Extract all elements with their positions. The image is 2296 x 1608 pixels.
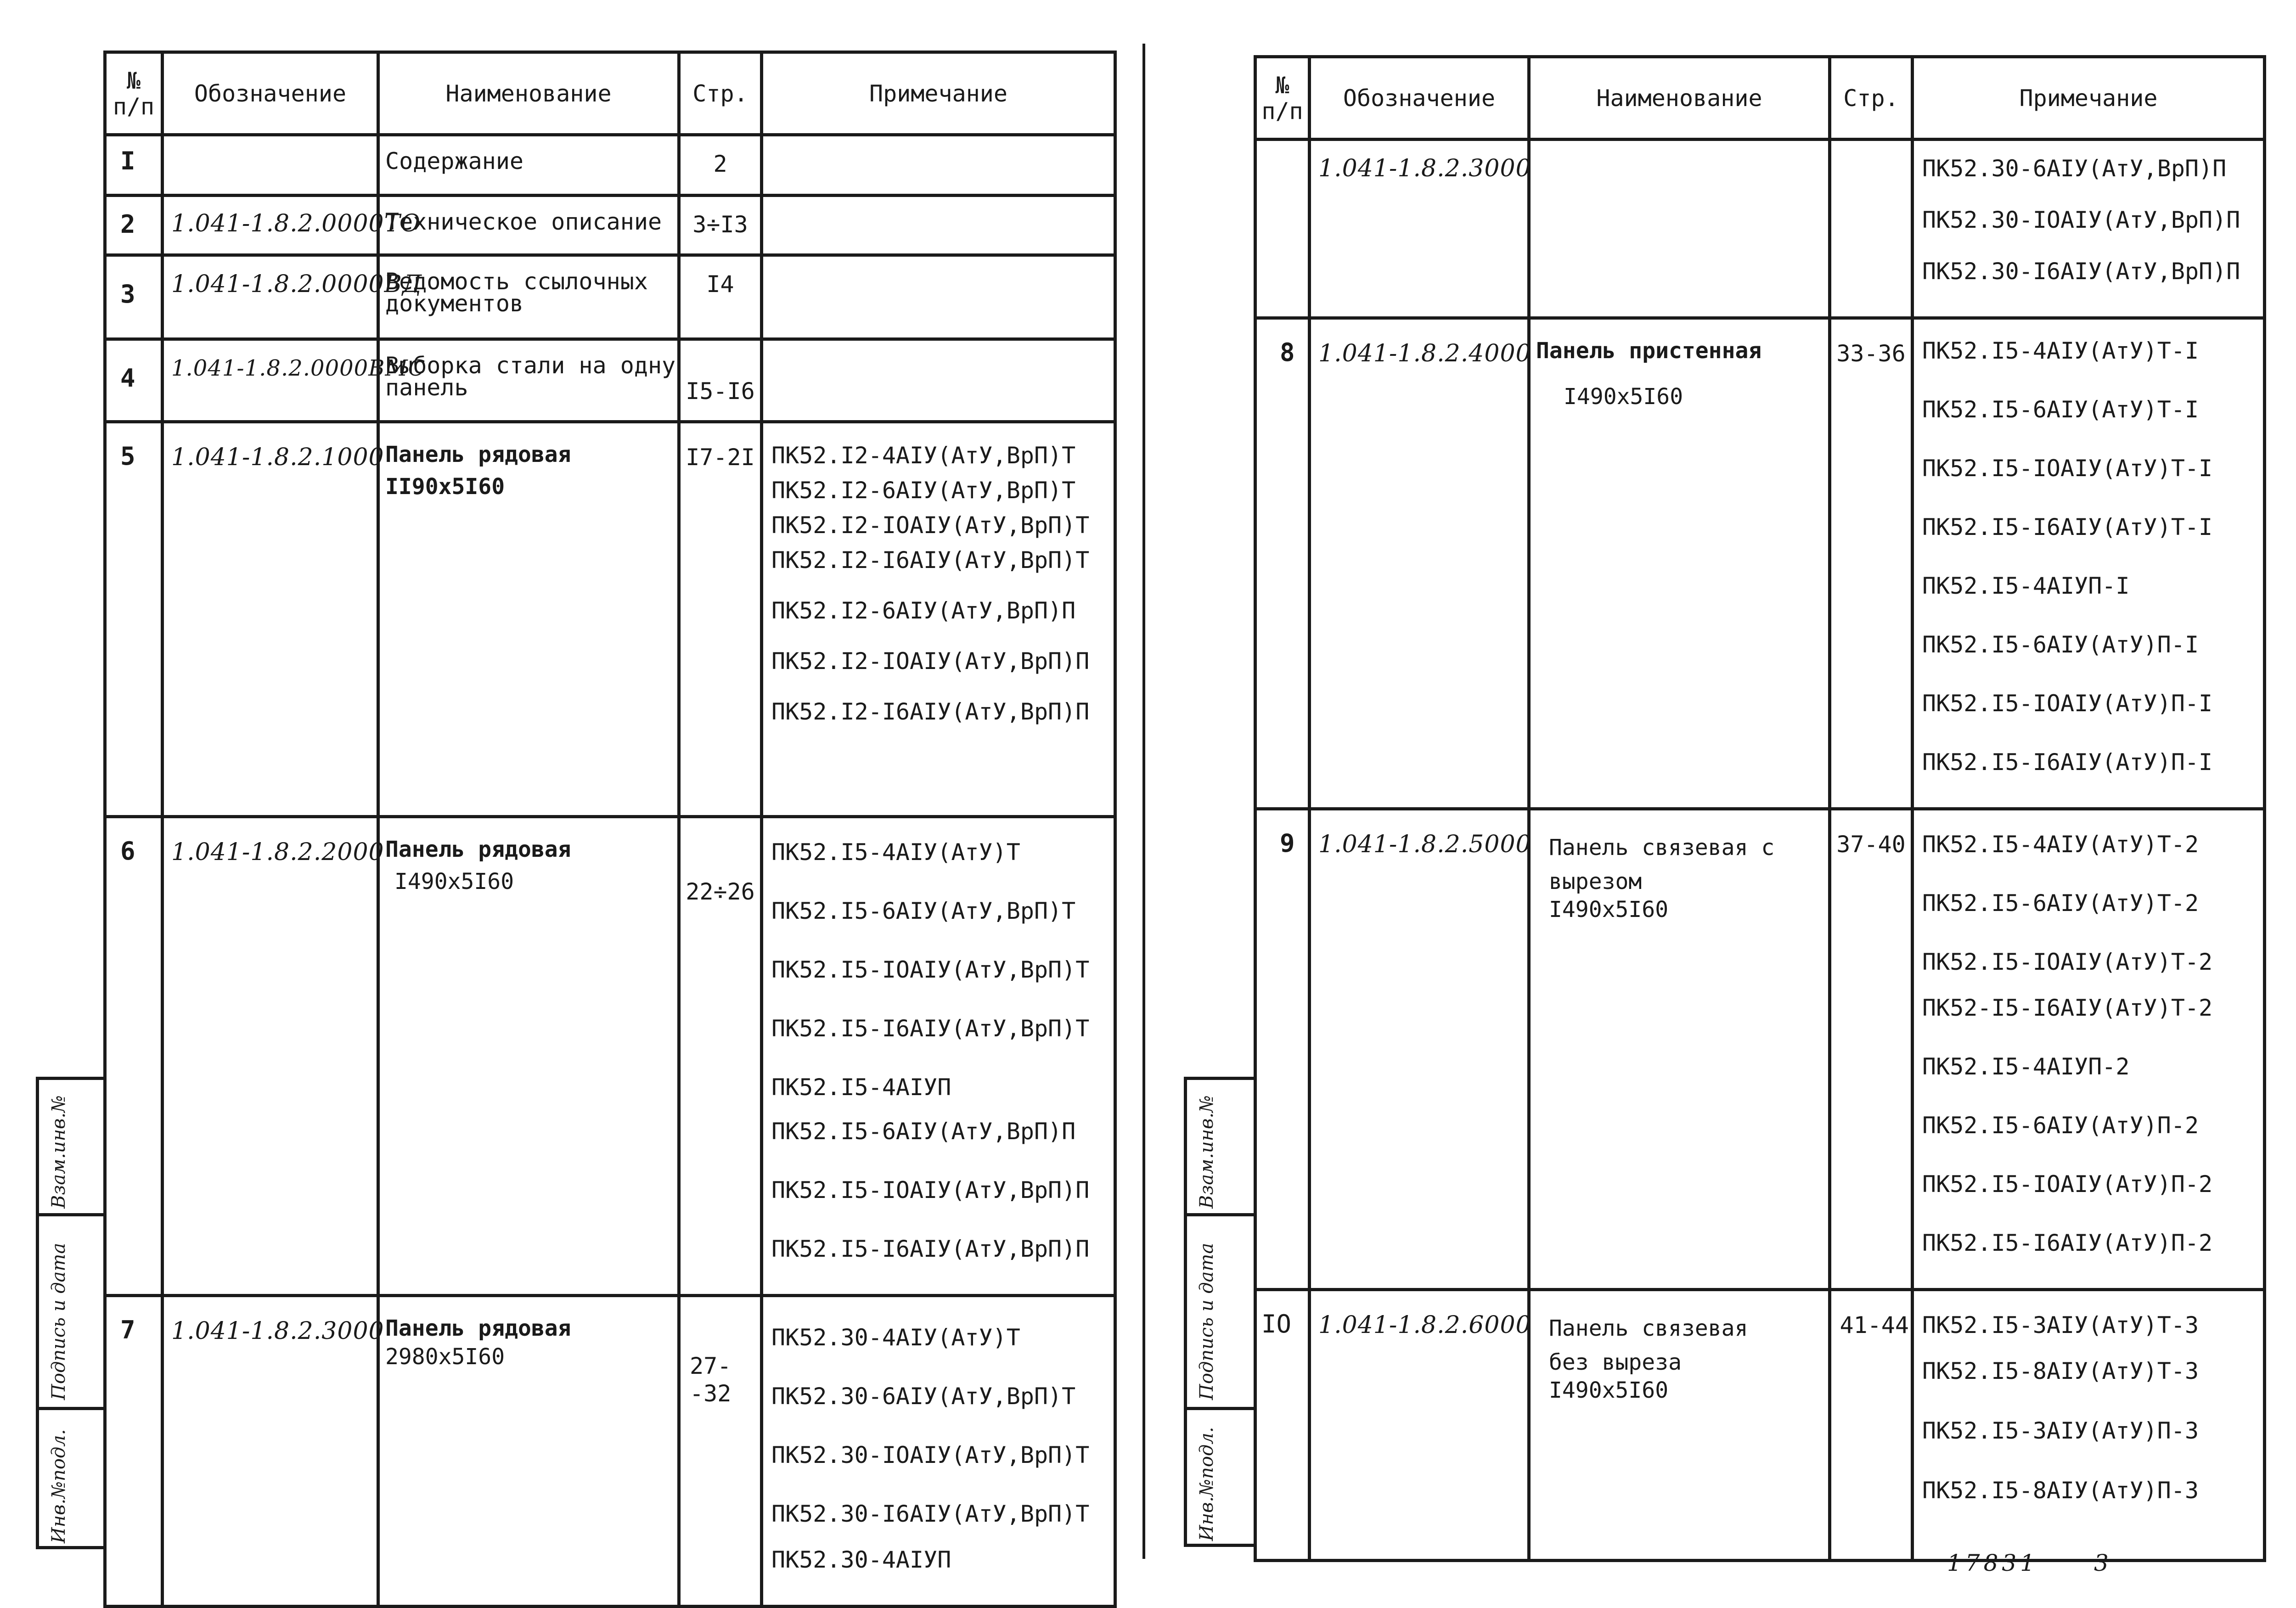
- sheet-number: 3: [2094, 1550, 2112, 1576]
- table-row: [1255, 318, 2265, 809]
- row-designation: 1.041-1.8.2.0000ВМС: [163, 339, 378, 422]
- row-designation: 1.041-1.8.2.3000: [1310, 140, 1529, 318]
- row-designation: 1.041-1.8.2.2000: [163, 817, 378, 1296]
- row-notes: [762, 1296, 1115, 1607]
- note-item: ПК52.I2-IOAIУ(АтУ,ВрП)П: [771, 648, 1090, 675]
- note-item: ПК52.I5-IOAIУ(АтУ)Т-2: [1922, 949, 2213, 975]
- stamp-label: Подпись и дата: [1196, 1243, 1217, 1400]
- note-item: ПК52.30-6AIУ(АтУ,ВрП)Т: [771, 1383, 1076, 1410]
- stamp-cell: [39, 1216, 107, 1410]
- note-item: ПК52.I5-I6AIУ(АтУ,ВрП)Т: [771, 1015, 1090, 1042]
- row-name: Содержание: [378, 135, 679, 196]
- stamp-cell: [1187, 1216, 1257, 1410]
- row-name: [1529, 318, 1830, 809]
- stamp-cell: [1187, 1080, 1257, 1216]
- note-item: ПК52.I5-I6AIУ(АтУ)Т-I: [1922, 514, 2213, 540]
- left-spec-table: [103, 51, 1117, 1608]
- row-name: [378, 1296, 679, 1607]
- row-dimensions: I490x5I60: [1549, 897, 1669, 922]
- note-item: ПК52.30-4AIУП: [771, 1546, 951, 1573]
- note-item: ПК52.I5-6AIУ(АтУ)Т-2: [1922, 890, 2199, 916]
- row-name-text: Панель связевая с вырезом: [1549, 835, 1775, 894]
- row-designation: 1.041-1.8.2.1000: [163, 422, 378, 817]
- table-header-row: [105, 52, 1115, 135]
- row-notes: [762, 196, 1115, 255]
- table-row: [105, 196, 1115, 255]
- stamp-label: Инв.№подл.: [48, 1429, 69, 1543]
- row-pages: 33-36: [1830, 318, 1913, 809]
- table-row: [105, 422, 1115, 817]
- row-pages: I5-I6: [679, 339, 762, 422]
- column-header-notes: Примечание: [1913, 57, 2265, 140]
- row-name-text: Панель рядовая: [385, 442, 571, 467]
- note-item: ПК52.I5-4AIУП: [771, 1074, 951, 1101]
- note-item: ПК52.I5-6AIУ(АтУ,ВрП)Т: [771, 898, 1076, 924]
- column-header-name: Наименование: [1529, 57, 1830, 140]
- stamp-label: Взам.инв.№: [1196, 1095, 1217, 1209]
- stamp-label: Взам.инв.№: [48, 1095, 69, 1209]
- note-item: ПК52.I5-8AIУ(АтУ)Т-3: [1922, 1358, 2199, 1384]
- column-header-notes: Примечание: [762, 52, 1115, 135]
- note-item: ПК52.I5-4AIУ(АтУ)Т-I: [1922, 337, 2199, 364]
- note-item: ПК52.I5-8AIУ(АтУ)П-3: [1922, 1477, 2199, 1504]
- note-item: ПК52.30-IOAIУ(АтУ,ВрП)П: [1922, 207, 2240, 233]
- table-row: [105, 339, 1115, 422]
- note-item: ПК52.I5-IOAIУ(АтУ,ВрП)П: [771, 1177, 1090, 1203]
- row-number: 2: [105, 196, 163, 255]
- row-number: I: [105, 135, 163, 196]
- note-item: ПК52.I5-3AIУ(АтУ)П-3: [1922, 1417, 2199, 1444]
- note-item: ПК52.30-I6AIУ(АтУ,ВрП)Т: [771, 1501, 1090, 1527]
- row-notes: [762, 422, 1115, 817]
- note-item: ПК52.I5-IOAIУ(АтУ)Т-I: [1922, 455, 2213, 482]
- note-item: ПК52-I5-I6AIУ(АтУ)Т-2: [1922, 995, 2213, 1021]
- stamp-label: Подпись и дата: [48, 1243, 69, 1400]
- table-row: [1255, 1290, 2265, 1561]
- row-name-text: Панель рядовая: [385, 837, 571, 862]
- row-pages: 3÷I3: [679, 196, 762, 255]
- row-name-text: Панель рядовая: [385, 1316, 571, 1341]
- row-pages: I7-2I: [679, 422, 762, 817]
- stamp-label: Инв.№подл.: [1196, 1427, 1217, 1541]
- column-header-pages: Стр.: [1830, 57, 1913, 140]
- stamp-cell: [1187, 1410, 1257, 1544]
- row-notes: [1913, 809, 2265, 1290]
- left-side-stamp: [36, 1077, 107, 1549]
- note-item: ПК52.30-IOAIУ(АтУ,ВрП)Т: [771, 1442, 1090, 1468]
- note-item: ПК52.I5-IOAIУ(АтУ,ВрП)Т: [771, 956, 1090, 983]
- row-number: 6: [105, 817, 163, 1296]
- table-row: [105, 255, 1115, 339]
- row-dimensions: I490x5I60: [1564, 384, 1683, 410]
- row-pages: 41-44: [1830, 1290, 1913, 1561]
- row-number: IO: [1255, 1290, 1310, 1561]
- stamp-cell: [39, 1410, 107, 1546]
- note-item: ПК52.I5-I6AIУ(АтУ,ВрП)П: [771, 1236, 1090, 1262]
- column-header-designation: Обозначение: [163, 52, 378, 135]
- table-row: [1255, 140, 2265, 318]
- row-name: [1529, 809, 1830, 1290]
- note-item: ПК52.30-4AIУ(АтУ)Т: [771, 1324, 1020, 1351]
- row-dimensions: 2980x5I60: [385, 1344, 505, 1370]
- table-header-row: [1255, 57, 2265, 140]
- row-number: 4: [105, 339, 163, 422]
- row-notes: [762, 135, 1115, 196]
- row-name-text: Панель пристенная: [1536, 338, 1762, 364]
- column-header-pages: Стр.: [679, 52, 762, 135]
- table-row: [105, 135, 1115, 196]
- note-item: ПК52.I5-6AIУ(АтУ)П-I: [1922, 631, 2199, 658]
- note-item: ПК52.30-6AIУ(АтУ,ВрП)П: [1922, 155, 2227, 182]
- note-item: ПК52.I2-4AIУ(АтУ,ВрП)Т: [771, 442, 1076, 469]
- row-number: 9: [1255, 809, 1310, 1290]
- row-number: [1255, 140, 1310, 318]
- table-row: [105, 817, 1115, 1296]
- row-pages: I4: [679, 255, 762, 339]
- note-item: ПК52.I5-4AIУП-2: [1922, 1053, 2130, 1080]
- row-name-text: Панель связевая без выреза: [1549, 1316, 1748, 1375]
- row-designation: 1.041-1.8.2.4000: [1310, 318, 1529, 809]
- row-pages: 37-40: [1830, 809, 1913, 1290]
- row-notes: [762, 255, 1115, 339]
- note-item: ПК52.I5-I6AIУ(АтУ)П-2: [1922, 1230, 2213, 1256]
- row-name: Ведомость ссылочных документов: [378, 255, 679, 339]
- row-designation: 1.041-1.8.2.3000: [163, 1296, 378, 1607]
- table-row: [105, 1296, 1115, 1607]
- row-designation: 1.041-1.8.2.5000: [1310, 809, 1529, 1290]
- table-row: [1255, 809, 2265, 1290]
- row-name: [378, 422, 679, 817]
- column-header-num: № п/п: [1255, 57, 1310, 140]
- row-name: Выборка стали на одну панель: [378, 339, 679, 422]
- row-number: 7: [105, 1296, 163, 1607]
- note-item: ПК52.I2-I6AIУ(АтУ,ВрП)Т: [771, 547, 1090, 573]
- note-item: ПК52.I5-6AIУ(АтУ)Т-I: [1922, 396, 2199, 423]
- note-item: ПК52.I5-4AIУ(АтУ)Т-2: [1922, 831, 2199, 858]
- note-item: ПК52.I2-6AIУ(АтУ,ВрП)П: [771, 597, 1076, 624]
- row-name: [378, 817, 679, 1296]
- row-dimensions: I490x5I60: [1549, 1377, 1669, 1403]
- row-pages: 2: [679, 135, 762, 196]
- right-spec-table: [1254, 55, 2266, 1562]
- column-header-num: № п/п: [105, 52, 163, 135]
- row-designation: 1.041-1.8.2.0000ТО: [163, 196, 378, 255]
- row-notes: [1913, 318, 2265, 809]
- note-item: ПК52.I2-6AIУ(АтУ,ВрП)Т: [771, 477, 1076, 504]
- note-item: ПК52.I5-IOAIУ(АтУ)П-I: [1922, 690, 2213, 717]
- row-designation: [163, 135, 378, 196]
- page-divider: [1142, 44, 1145, 1559]
- note-item: ПК52.I2-IOAIУ(АтУ,ВрП)Т: [771, 512, 1090, 539]
- column-header-designation: Обозначение: [1310, 57, 1529, 140]
- stamp-cell: [39, 1080, 107, 1216]
- row-number: 3: [105, 255, 163, 339]
- note-item: ПК52.I5-I6AIУ(АтУ)П-I: [1922, 749, 2213, 776]
- row-notes: [762, 339, 1115, 422]
- row-number: 5: [105, 422, 163, 817]
- row-name: [1529, 140, 1830, 318]
- column-header-name: Наименование: [378, 52, 679, 135]
- row-name: [1529, 1290, 1830, 1561]
- row-designation: 1.041-1.8.2.0000ВД: [163, 255, 378, 339]
- note-item: ПК52.I5-6AIУ(АтУ)П-2: [1922, 1112, 2199, 1139]
- note-item: ПК52.I5-3AIУ(АтУ)Т-3: [1922, 1312, 2199, 1338]
- note-item: ПК52.I5-4AIУ(АтУ)Т: [771, 839, 1020, 866]
- row-number: 8: [1255, 318, 1310, 809]
- doc-number: 17831: [1947, 1550, 2039, 1576]
- note-item: ПК52.I2-I6AIУ(АтУ,ВрП)П: [771, 698, 1090, 725]
- row-designation: 1.041-1.8.2.6000: [1310, 1290, 1529, 1561]
- row-pages: [1830, 140, 1913, 318]
- row-name: Техническое описание: [378, 196, 679, 255]
- row-dimensions: I490x5I60: [394, 869, 514, 894]
- row-notes: [1913, 1290, 2265, 1561]
- row-dimensions: II90x5I60: [385, 474, 505, 500]
- row-pages: 27- -32: [679, 1296, 762, 1607]
- note-item: ПК52.I5-6AIУ(АтУ,ВрП)П: [771, 1118, 1076, 1145]
- row-pages: 22÷26: [679, 817, 762, 1296]
- row-notes: [1913, 140, 2265, 318]
- note-item: ПК52.30-I6AIУ(АтУ,ВрП)П: [1922, 258, 2240, 285]
- note-item: ПК52.I5-IOAIУ(АтУ)П-2: [1922, 1171, 2213, 1198]
- right-side-stamp: [1184, 1077, 1257, 1547]
- note-item: ПК52.I5-4AIУП-I: [1922, 573, 2130, 599]
- row-notes: [762, 817, 1115, 1296]
